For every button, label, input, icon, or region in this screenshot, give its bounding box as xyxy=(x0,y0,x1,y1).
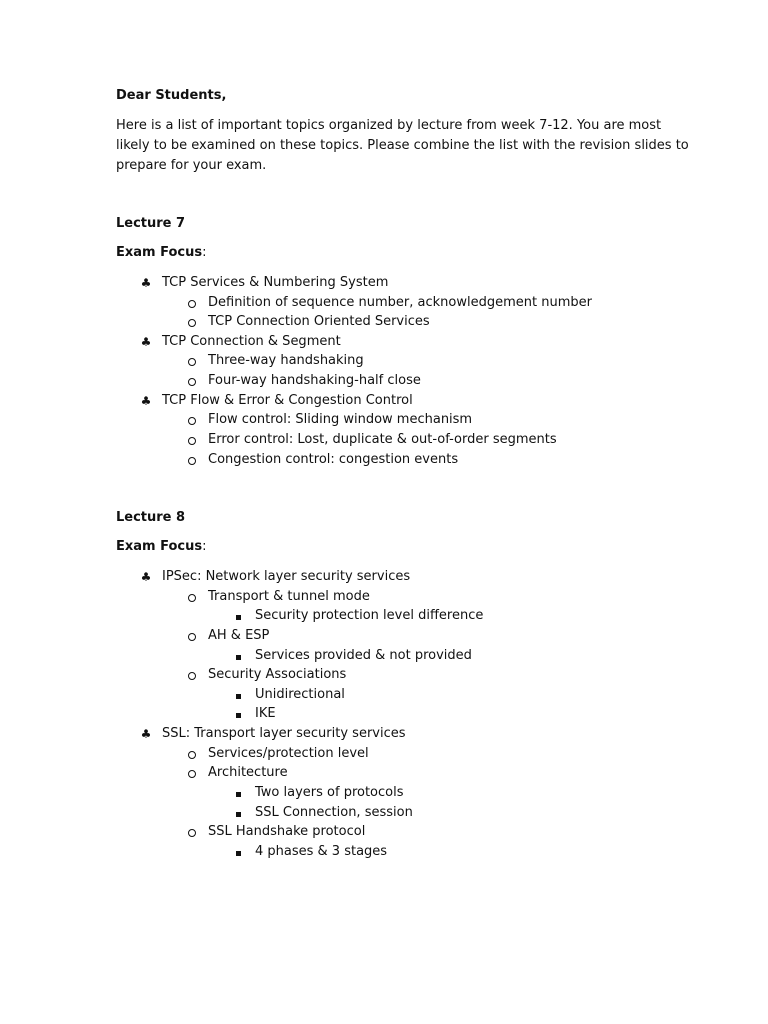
list-item-text: Three-way handshaking xyxy=(208,353,364,368)
list-item-text: Architecture xyxy=(208,765,288,780)
square-bullet-icon xyxy=(232,705,244,723)
list-item-text: IPSec: Network layer security services xyxy=(162,569,411,584)
intro-line: Here is a list of important topics organized by lecture from week 7-12. You are most xyxy=(116,118,662,133)
hollow-circle-bullet-icon xyxy=(186,666,198,685)
list-item-text: 4 phases & 3 stages xyxy=(255,844,388,859)
lecture-8-title: Lecture 8 xyxy=(116,510,186,525)
square-bullet-icon xyxy=(232,647,244,665)
list-item-text: IKE xyxy=(255,706,276,721)
club-bullet-icon: ♣ xyxy=(140,394,152,408)
list-item-text: Services provided & not provided xyxy=(255,648,472,663)
greeting: Dear Students, xyxy=(116,88,227,103)
exam-focus-colon: : xyxy=(202,245,207,260)
intro-paragraph xyxy=(116,116,689,176)
square-bullet-icon xyxy=(232,804,244,822)
square-bullet-icon xyxy=(232,843,244,861)
list-item-text: Error control: Lost, duplicate & out-of-order segments xyxy=(208,432,557,447)
list-item-text: Congestion control: congestion events xyxy=(208,452,459,467)
lecture-7-exam-focus xyxy=(116,245,206,260)
list-item-text: SSL: Transport layer security services xyxy=(162,726,406,741)
list-item-text: TCP Connection Oriented Services xyxy=(208,314,430,329)
square-bullet-icon xyxy=(232,784,244,802)
list-item-text: Two layers of protocols xyxy=(255,785,404,800)
list-item-text: TCP Flow & Error & Congestion Control xyxy=(162,393,413,408)
hollow-circle-bullet-icon xyxy=(186,627,198,646)
exam-focus-label: Exam Focus xyxy=(116,539,203,554)
hollow-circle-bullet-icon xyxy=(186,431,198,450)
list-item-text: SSL Handshake protocol xyxy=(208,824,366,839)
square-bullet-icon xyxy=(232,686,244,704)
list-item-text: Unidirectional xyxy=(255,687,345,702)
exam-focus-label: Exam Focus xyxy=(116,245,203,260)
hollow-circle-bullet-icon xyxy=(186,451,198,470)
lecture-7-title: Lecture 7 xyxy=(116,216,186,231)
hollow-circle-bullet-icon xyxy=(186,411,198,430)
hollow-circle-bullet-icon xyxy=(186,823,198,842)
list-item-text: Transport & tunnel mode xyxy=(208,589,370,604)
intro-line: prepare for your exam. xyxy=(116,158,267,173)
hollow-circle-bullet-icon xyxy=(186,313,198,332)
list-item-text: Services/protection level xyxy=(208,746,369,761)
club-bullet-icon: ♣ xyxy=(140,276,152,290)
club-bullet-icon: ♣ xyxy=(140,727,152,741)
list-item-text: Security protection level difference xyxy=(255,608,484,623)
hollow-circle-bullet-icon xyxy=(186,372,198,391)
list-item-text: AH & ESP xyxy=(208,628,270,643)
intro-line: likely to be examined on these topics. Please combine the list with the revision slides to xyxy=(116,138,689,153)
hollow-circle-bullet-icon xyxy=(186,764,198,783)
club-bullet-icon: ♣ xyxy=(140,335,152,349)
list-item-text: TCP Services & Numbering System xyxy=(162,275,389,290)
list-item-text: TCP Connection & Segment xyxy=(162,334,341,349)
list-item-text: SSL Connection, session xyxy=(255,805,413,820)
club-bullet-icon: ♣ xyxy=(140,570,152,584)
list-item-text: Four-way handshaking-half close xyxy=(208,373,421,388)
list-item-text: Flow control: Sliding window mechanism xyxy=(208,412,473,427)
list-item-text: Security Associations xyxy=(208,667,347,682)
list-item-text: Definition of sequence number, acknowledgement number xyxy=(208,295,592,310)
hollow-circle-bullet-icon xyxy=(186,294,198,313)
hollow-circle-bullet-icon xyxy=(186,588,198,607)
hollow-circle-bullet-icon xyxy=(186,352,198,371)
square-bullet-icon xyxy=(232,607,244,625)
lecture-8-exam-focus xyxy=(116,539,206,554)
exam-focus-colon: : xyxy=(202,539,207,554)
hollow-circle-bullet-icon xyxy=(186,745,198,764)
